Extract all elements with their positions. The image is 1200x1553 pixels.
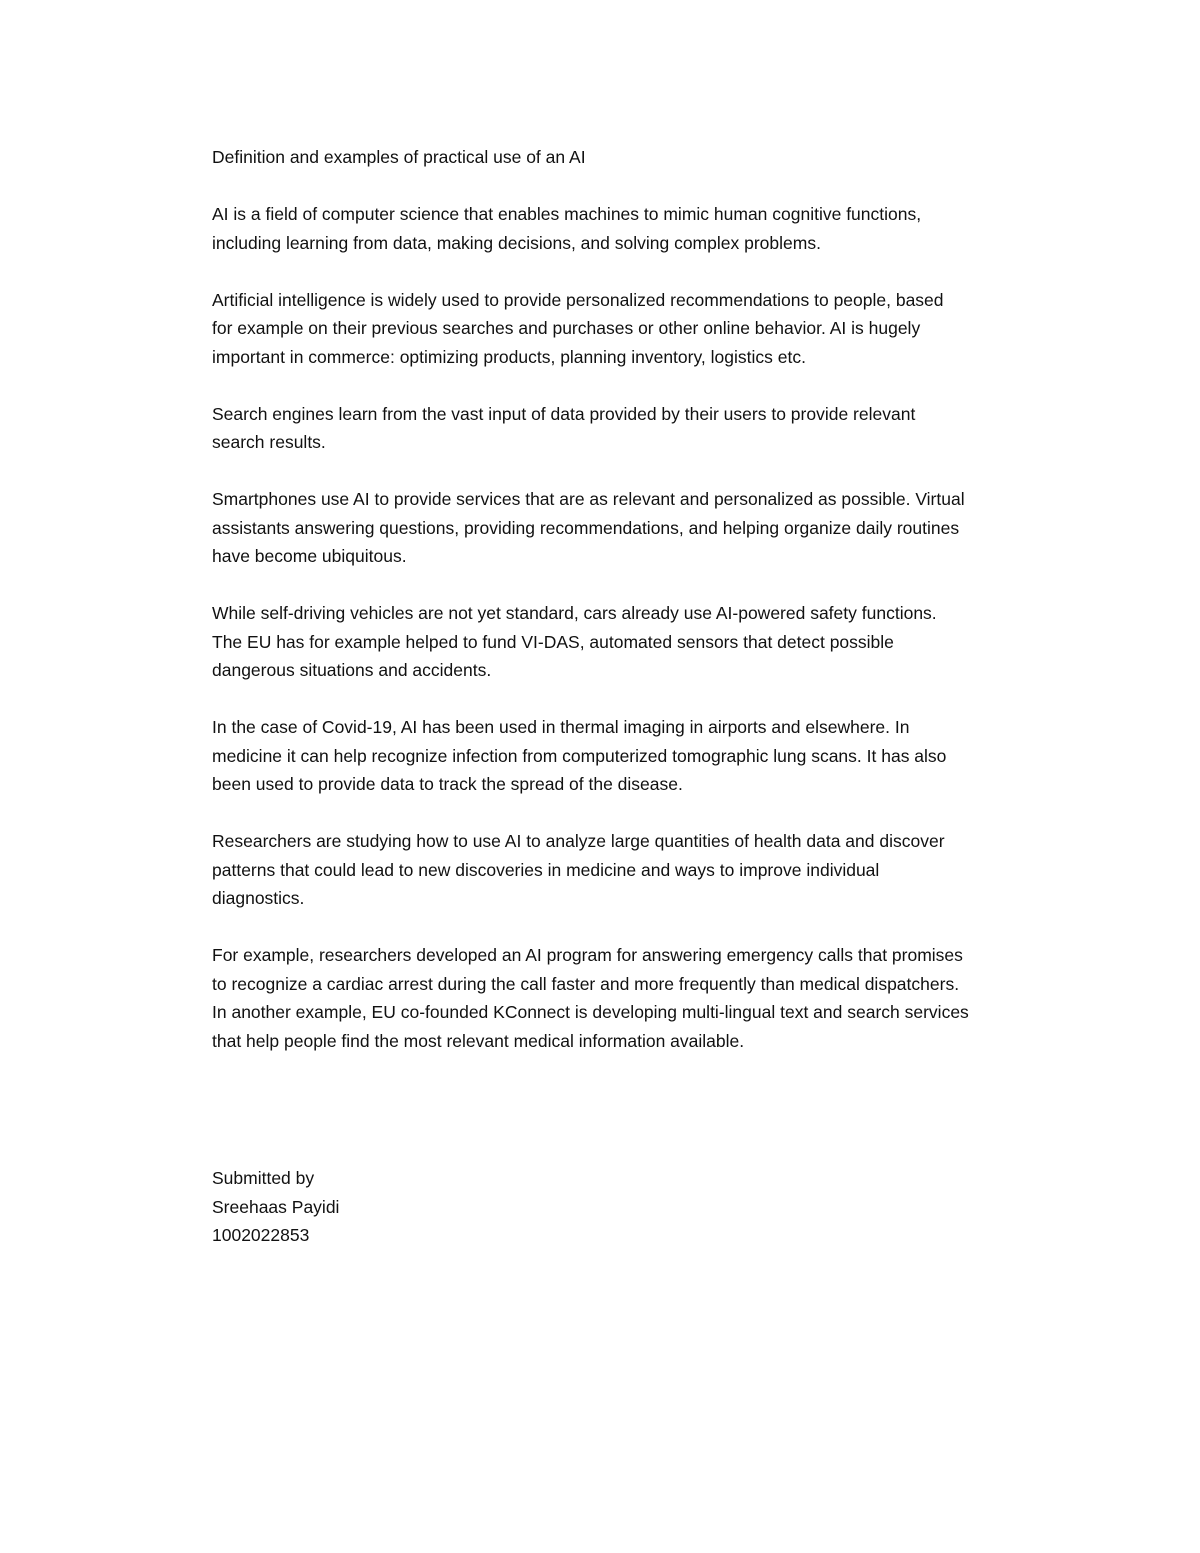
paragraph-line: medicine it can help recognize infection from computerized tomographic lung scans. It has also <box>212 745 947 766</box>
document-body <box>212 143 1082 1084</box>
signature-name: Sreehaas Payidi <box>212 1196 340 1217</box>
paragraph-line: AI is a field of computer science that enables machines to mimic human cognitive functions, <box>212 204 922 224</box>
paragraph-line: In the case of Covid-19, AI has been used in thermal imaging in airports and elsewhere. In <box>212 717 910 737</box>
paragraph-health-research <box>212 827 1082 913</box>
paragraph-recommendations <box>212 286 1082 372</box>
paragraph-line: The EU has for example helped to fund VI-DAS, automated sensors that detect possible <box>212 631 894 652</box>
paragraph-vehicles <box>212 599 1082 685</box>
paragraph-line: search results. <box>212 432 326 452</box>
paragraph-line: been used to provide data to track the spread of the disease. <box>212 774 683 794</box>
paragraph-line: Researchers are studying how to use AI to analyze large quantities of health data and discover <box>212 831 945 851</box>
paragraph-line: For example, researchers developed an AI program for answering emergency calls that promises <box>212 945 963 965</box>
paragraph-line: assistants answering questions, providing recommendations, and helping organize daily routines <box>212 517 960 538</box>
paragraph-line: that help people find the most relevant medical information available. <box>212 1030 745 1051</box>
paragraph-line: In another example, EU co-founded KConnect is developing multi-lingual text and search services <box>212 1002 969 1022</box>
paragraph-ai-definition <box>212 200 1082 257</box>
paragraph-emergency-calls <box>212 941 1082 1055</box>
paragraph-line: important in commerce: optimizing products, planning inventory, logistics etc. <box>212 346 806 367</box>
paragraph-line: While self-driving vehicles are not yet standard, cars already use AI-powered safety functions. <box>212 603 937 623</box>
paragraph-line: dangerous situations and accidents. <box>212 660 492 680</box>
document-title: Definition and examples of practical use of an AI <box>212 147 586 167</box>
signature-id: 1002022853 <box>212 1225 310 1245</box>
paragraph-line: including learning from data, making decisions, and solving complex problems. <box>212 232 821 253</box>
paragraph-smartphones <box>212 485 1082 571</box>
paragraph-line: diagnostics. <box>212 888 305 908</box>
document-title-paragraph <box>212 143 1082 172</box>
paragraph-line: have become ubiquitous. <box>212 546 407 566</box>
paragraph-line: to recognize a cardiac arrest during the call faster and more frequently than medical dispatchers. <box>212 973 960 994</box>
paragraph-line: patterns that could lead to new discoveries in medicine and ways to improve individual <box>212 859 880 880</box>
paragraph-line: for example on their previous searches and purchases or other online behavior. AI is hugely <box>212 318 921 338</box>
paragraph-line: Smartphones use AI to provide services that are as relevant and personalized as possible. Virtual <box>212 489 965 509</box>
signature-block <box>212 1164 339 1250</box>
paragraph-covid <box>212 713 1082 799</box>
paragraph-line: Search engines learn from the vast input of data provided by their users to provide relevant <box>212 403 916 424</box>
paragraph-search-engines <box>212 400 1082 457</box>
signature-label: Submitted by <box>212 1168 315 1188</box>
paragraph-line: Artificial intelligence is widely used to provide personalized recommendations to people, based <box>212 289 944 310</box>
